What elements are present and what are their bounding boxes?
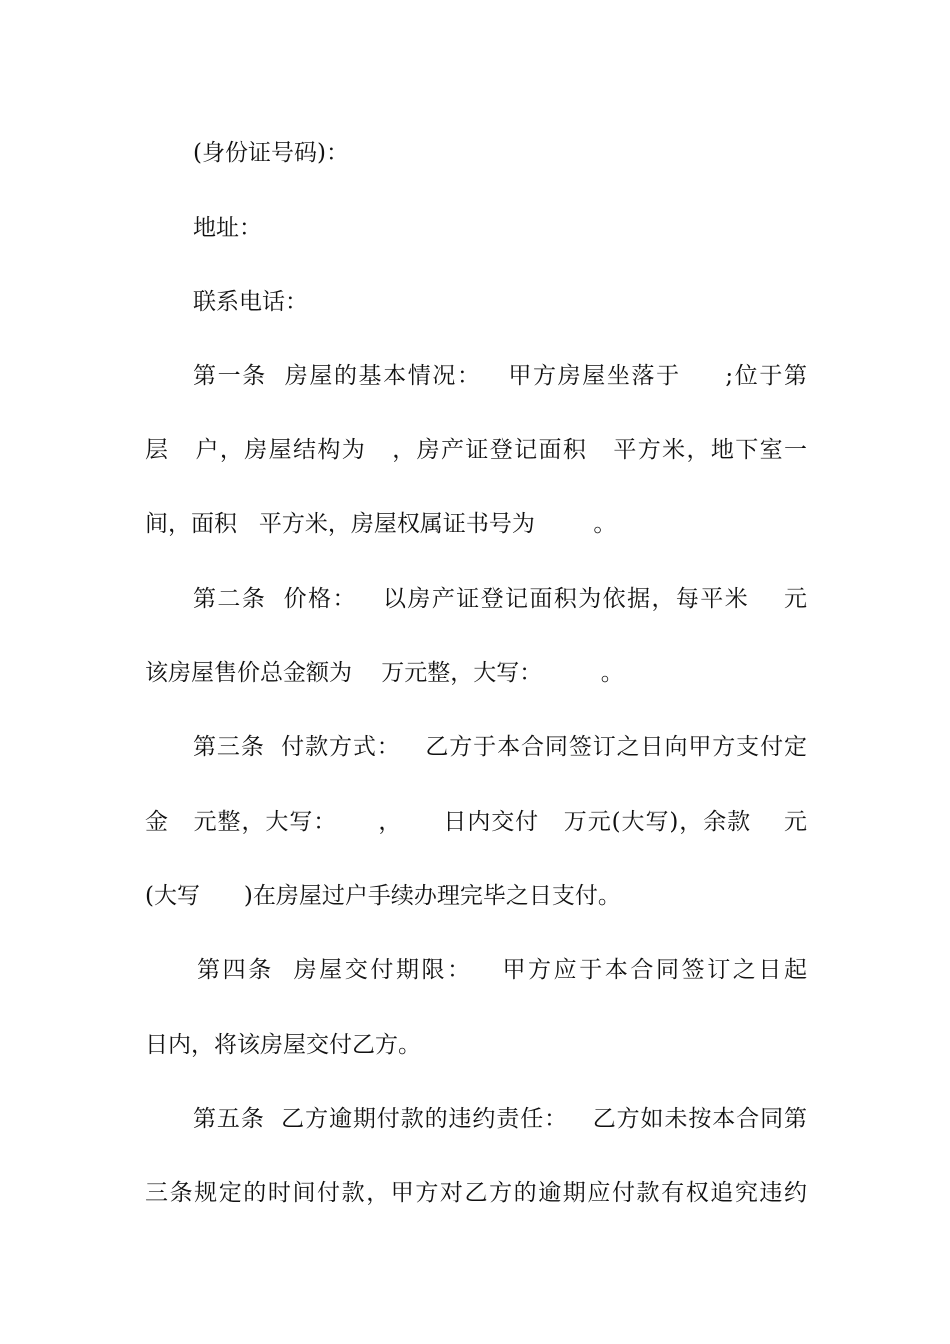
article-1-line-3: 间，面积 平方米，房屋权属证书号为 。	[145, 511, 617, 537]
article-2-line-2: 该房屋售价总金额为 万元整，大写： 。	[145, 660, 624, 686]
article-3-line-3: (大写 )在房屋过户手续办理完毕之日支付。	[145, 883, 621, 909]
article-3-line-2: 金 元整，大写： ， 日内交付 万元(大写)，余款 元	[145, 809, 807, 835]
article-2-line-1: 第二条 价格： 以房产证登记面积为依据，每平米 元	[193, 586, 807, 612]
article-1-line-1: 第一条 房屋的基本情况： 甲方房屋坐落于 ;位于第	[193, 363, 807, 389]
article-5-line-1: 第五条 乙方逾期付款的违约责任： 乙方如未按本合同第	[193, 1106, 807, 1132]
phone-label: 联系电话：	[193, 289, 308, 315]
article-5-line-2: 三条规定的时间付款，甲方对乙方的逾期应付款有权追究违约	[145, 1180, 807, 1206]
id-number-label: (身份证号码)：	[193, 140, 349, 166]
article-1-line-2: 层 户，房屋结构为 ，房产证登记面积 平方米，地下室一	[145, 437, 807, 463]
article-4-line-1: 第四条 房屋交付期限： 甲方应于本合同签订之日起	[197, 957, 807, 983]
article-3-line-1: 第三条 付款方式： 乙方于本合同签订之日向甲方支付定	[193, 734, 807, 760]
address-label: 地址：	[193, 215, 262, 241]
article-4-line-2: 日内，将该房屋交付乙方。	[145, 1032, 421, 1058]
